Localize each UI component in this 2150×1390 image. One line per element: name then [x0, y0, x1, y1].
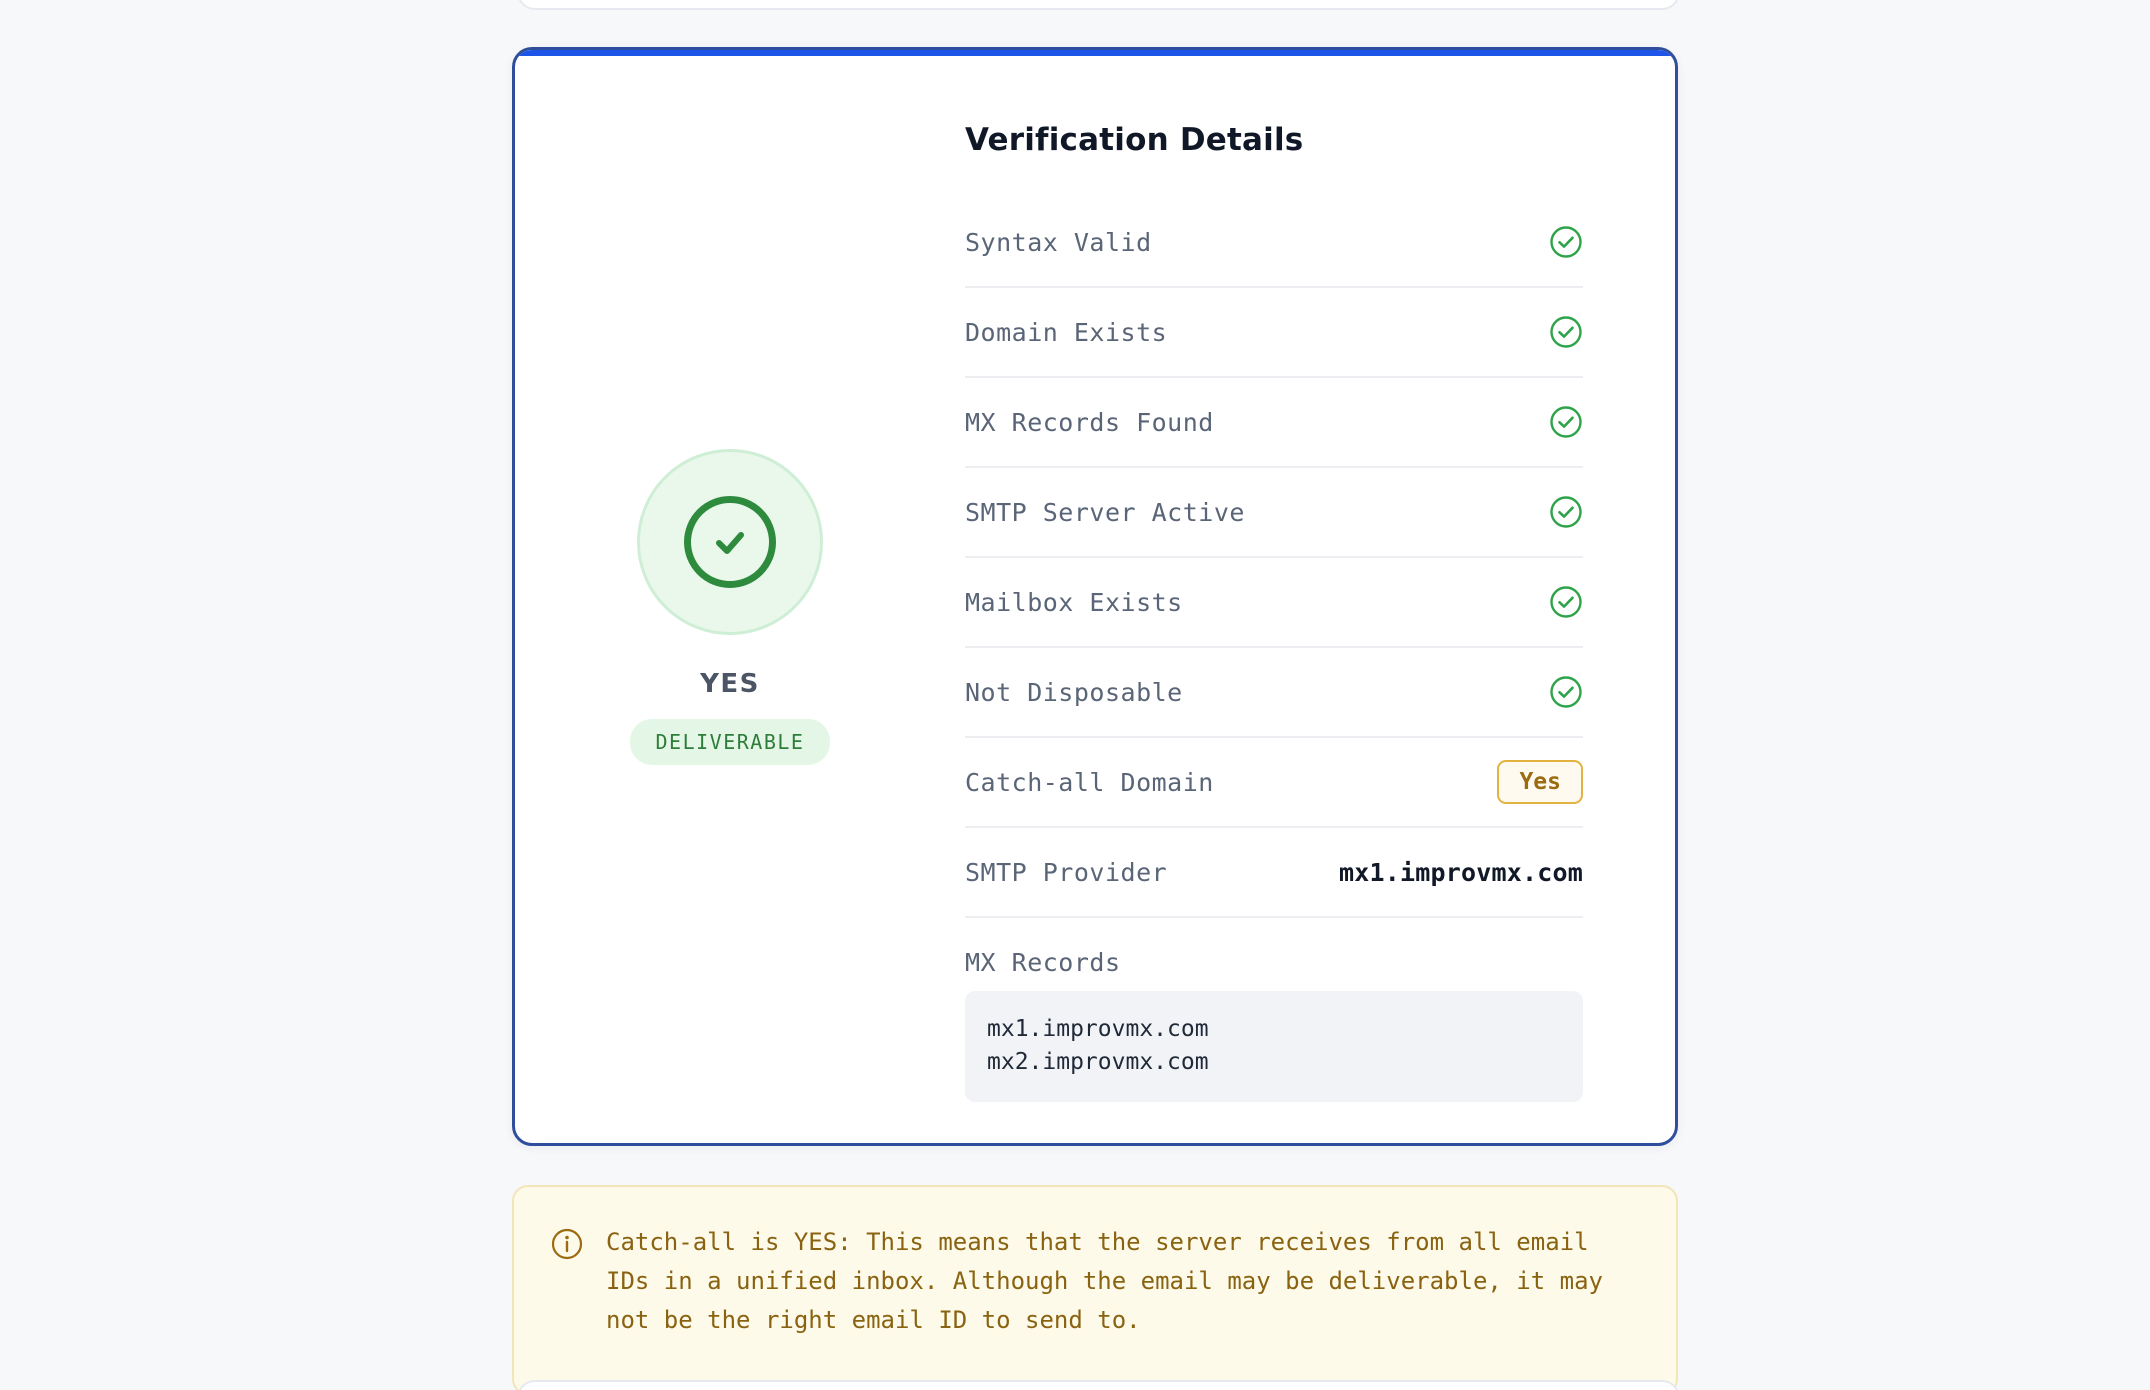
- verdict-ring: [637, 449, 823, 635]
- check-circle-icon: [1549, 405, 1583, 439]
- check-row-not-disposable: [965, 648, 1583, 738]
- check-row-mailbox-exists: [965, 558, 1583, 648]
- check-row-domain-exists: [965, 288, 1583, 378]
- check-row-smtp-provider: [965, 828, 1583, 918]
- catch-all-notice: [512, 1185, 1678, 1390]
- list-item: mx2.improvmx.com: [987, 1049, 1209, 1076]
- circle-check-icon: [684, 496, 776, 588]
- smtp-provider-value: mx1.improvmx.com: [1338, 857, 1583, 887]
- check-label: SMTP Server Active: [965, 497, 1245, 527]
- notice-text: Catch-all is YES: This means that the server receives from all email IDs in a unified inbox. Although the email may be deliverable, it may not be the right email ID to send to.: [606, 1228, 1603, 1334]
- verdict-panel: [515, 50, 945, 1143]
- verification-details-panel: [945, 50, 1675, 1143]
- check-row-smtp-server-active: [965, 468, 1583, 558]
- check-label: Catch-all Domain: [965, 767, 1214, 797]
- check-circle-icon: [1549, 675, 1583, 709]
- check-label: MX Records Found: [965, 407, 1214, 437]
- check-label: Not Disposable: [965, 677, 1183, 707]
- check-circle-icon: [1549, 585, 1583, 619]
- page-title: Verification Details: [965, 122, 1304, 158]
- mx-records-list: [965, 991, 1583, 1102]
- info-circle-icon: [550, 1227, 584, 1261]
- check-circle-icon: [1549, 315, 1583, 349]
- verdict-word: YES: [700, 668, 760, 699]
- next-card-sliver: [517, 1380, 1680, 1390]
- check-label: SMTP Provider: [965, 857, 1168, 887]
- previous-card-sliver: [517, 0, 1680, 10]
- mx-records-label: MX Records: [965, 948, 1121, 977]
- check-row-syntax-valid: [965, 198, 1583, 288]
- check-circle-icon: [1549, 495, 1583, 529]
- check-row-catch-all-domain: [965, 738, 1583, 828]
- check-row-mx-records-found: [965, 378, 1583, 468]
- verification-result-card: [512, 47, 1678, 1146]
- catch-all-badge: Yes: [1497, 760, 1583, 804]
- check-label: Syntax Valid: [965, 227, 1152, 257]
- check-circle-icon: [1549, 225, 1583, 259]
- check-label: Domain Exists: [965, 317, 1168, 347]
- list-item: mx1.improvmx.com: [987, 1016, 1209, 1042]
- status-badge: DELIVERABLE: [630, 719, 831, 765]
- check-label: Mailbox Exists: [965, 587, 1183, 617]
